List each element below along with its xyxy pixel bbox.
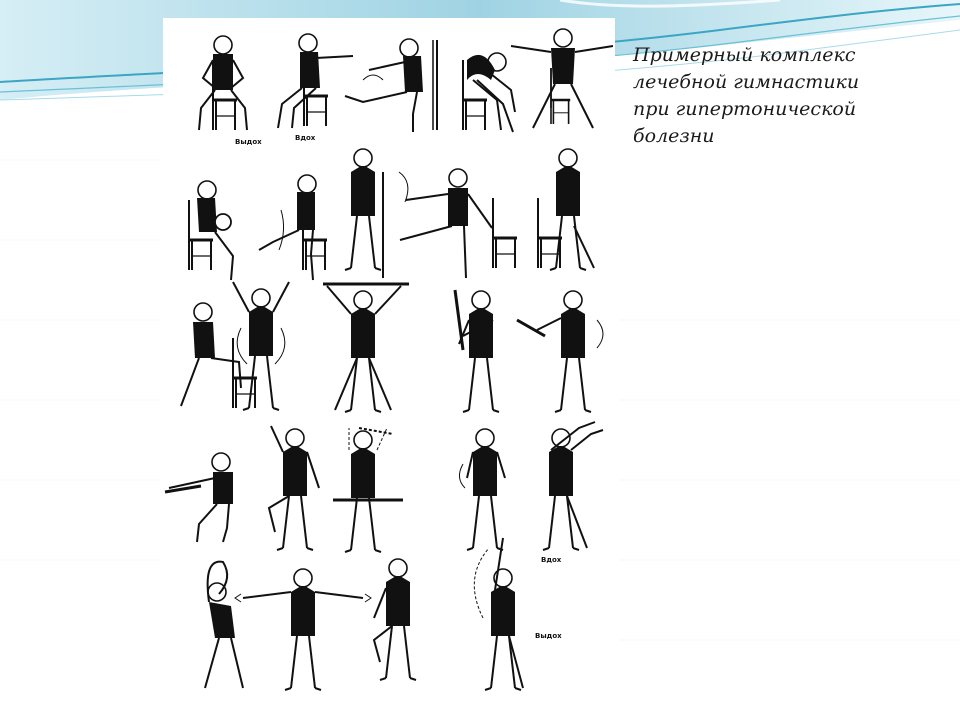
exercise-figure <box>233 282 289 410</box>
exercise-figure <box>333 428 403 552</box>
slide-title <box>633 42 933 150</box>
exercise-figure <box>543 422 603 550</box>
slide-title-line: при гипертонической <box>633 98 857 120</box>
exercise-figure <box>474 538 523 690</box>
exercise-figure <box>278 34 353 128</box>
caption-exhale: Выдох <box>235 138 262 146</box>
caption-inhale-2: Вдох <box>541 556 562 564</box>
slide-title-line: болезни <box>633 125 715 147</box>
exercise-figure <box>205 562 243 688</box>
exercise-figure <box>199 36 247 130</box>
exercise-row-2 <box>189 149 594 280</box>
exercise-row-5 <box>205 538 523 690</box>
exercise-figure <box>455 290 499 412</box>
exercise-row-1 <box>199 29 613 132</box>
exercise-figure <box>323 284 409 412</box>
exercise-figure <box>459 429 505 550</box>
exercise-figure <box>259 175 327 280</box>
exercise-illustration-panel <box>163 18 615 712</box>
exercise-row-3 <box>181 282 603 412</box>
exercise-figure <box>517 291 603 412</box>
exercise-figures <box>163 18 615 712</box>
exercise-figure <box>269 426 319 550</box>
exercise-figure <box>189 181 284 280</box>
exercise-figure <box>345 149 408 278</box>
exercise-figure <box>345 39 437 132</box>
slide-title-line: лечебной гимнастики <box>633 71 860 93</box>
exercise-figure <box>511 29 613 128</box>
caption-exhale-2: Выдох <box>535 632 562 640</box>
exercise-figure <box>463 53 515 132</box>
slide-title-line: Примерный комплекс <box>633 44 856 66</box>
exercise-figure <box>374 559 416 680</box>
exercise-figure <box>538 149 594 270</box>
exercise-row-4 <box>165 422 603 552</box>
caption-inhale: Вдох <box>295 134 316 142</box>
exercise-figure <box>235 569 371 690</box>
exercise-figure <box>181 303 257 408</box>
exercise-figure <box>400 169 517 278</box>
exercise-figure <box>165 453 233 542</box>
